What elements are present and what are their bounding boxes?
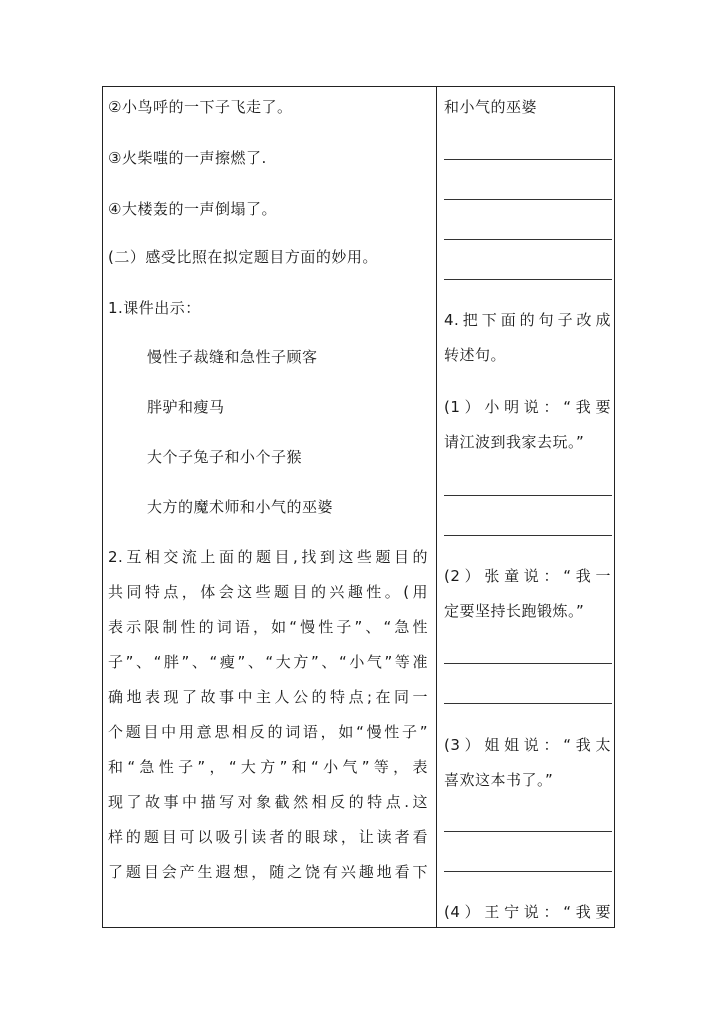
column-divider (436, 87, 437, 927)
answer-line (444, 159, 612, 160)
example-3: ③火柴嗤的一声擦燃了. (108, 149, 267, 167)
paragraph-line: 表示限制性的词语，如“慢性子”、“急性 (108, 618, 428, 636)
answer-line (444, 495, 612, 496)
sentence-2-line: (2）张童说：“我一 (444, 567, 611, 585)
continued-text: 和小气的巫婆 (444, 98, 538, 116)
paragraph-line: 个题目中用意思相反的词语，如“慢性子” (108, 723, 428, 741)
answer-line (444, 535, 612, 536)
title-example-3: 大个子兔子和小个子猴 (147, 448, 303, 466)
answer-line (444, 199, 612, 200)
paragraph-line: 子”、“胖”、“瘦”、“大方”、“小气”等准 (108, 653, 428, 671)
courseware-label: 1.课件出示： (108, 299, 201, 317)
example-2: ②小鸟呼的一下子飞走了。 (108, 98, 293, 116)
section-heading: (二）感受比照在拟定题目方面的妙用。 (108, 248, 378, 266)
sentence-3-line: 喜欢这本书了。” (444, 771, 554, 789)
answer-line (444, 871, 612, 872)
paragraph-line: 和“急性子”，“大方”和“小气”等，表 (108, 758, 428, 776)
lesson-table (102, 86, 615, 928)
sentence-1-line: (1）小明说：“我要 (444, 398, 611, 416)
question-4-line: 转述句。 (444, 346, 507, 364)
sentence-4-line: (4）王宁说：“我要 (444, 903, 611, 921)
paragraph-line: 样的题目可以吸引读者的眼球，让读者看 (108, 828, 428, 846)
answer-line (444, 239, 612, 240)
title-example-1: 慢性子裁缝和急性子顾客 (147, 348, 318, 366)
title-example-4: 大方的魔术师和小气的巫婆 (147, 498, 334, 516)
paragraph-line: 确地表现了故事中主人公的特点;在同一 (108, 688, 428, 706)
answer-line (444, 663, 612, 664)
answer-line (444, 703, 612, 704)
sentence-1-line: 请江波到我家去玩。” (444, 433, 585, 451)
paragraph-line: 2.互相交流上面的题目,找到这些题目的 (108, 548, 428, 566)
question-4-line: 4.把下面的句子改成 (444, 311, 611, 329)
answer-line (444, 831, 612, 832)
example-4: ④大楼轰的一声倒塌了。 (108, 200, 277, 218)
paragraph-line: 现了故事中描写对象截然相反的特点.这 (108, 793, 428, 811)
answer-line (444, 279, 612, 280)
paragraph-line: 共同特点，体会这些题目的兴趣性。(用 (108, 583, 428, 601)
paragraph-line: 了题目会产生遐想，随之饶有兴趣地看下 (108, 863, 428, 881)
sentence-2-line: 定要坚持长跑锻炼。” (444, 602, 585, 620)
sentence-3-line: (3）姐姐说：“我太 (444, 736, 611, 754)
title-example-2: 胖驴和瘦马 (147, 398, 225, 416)
